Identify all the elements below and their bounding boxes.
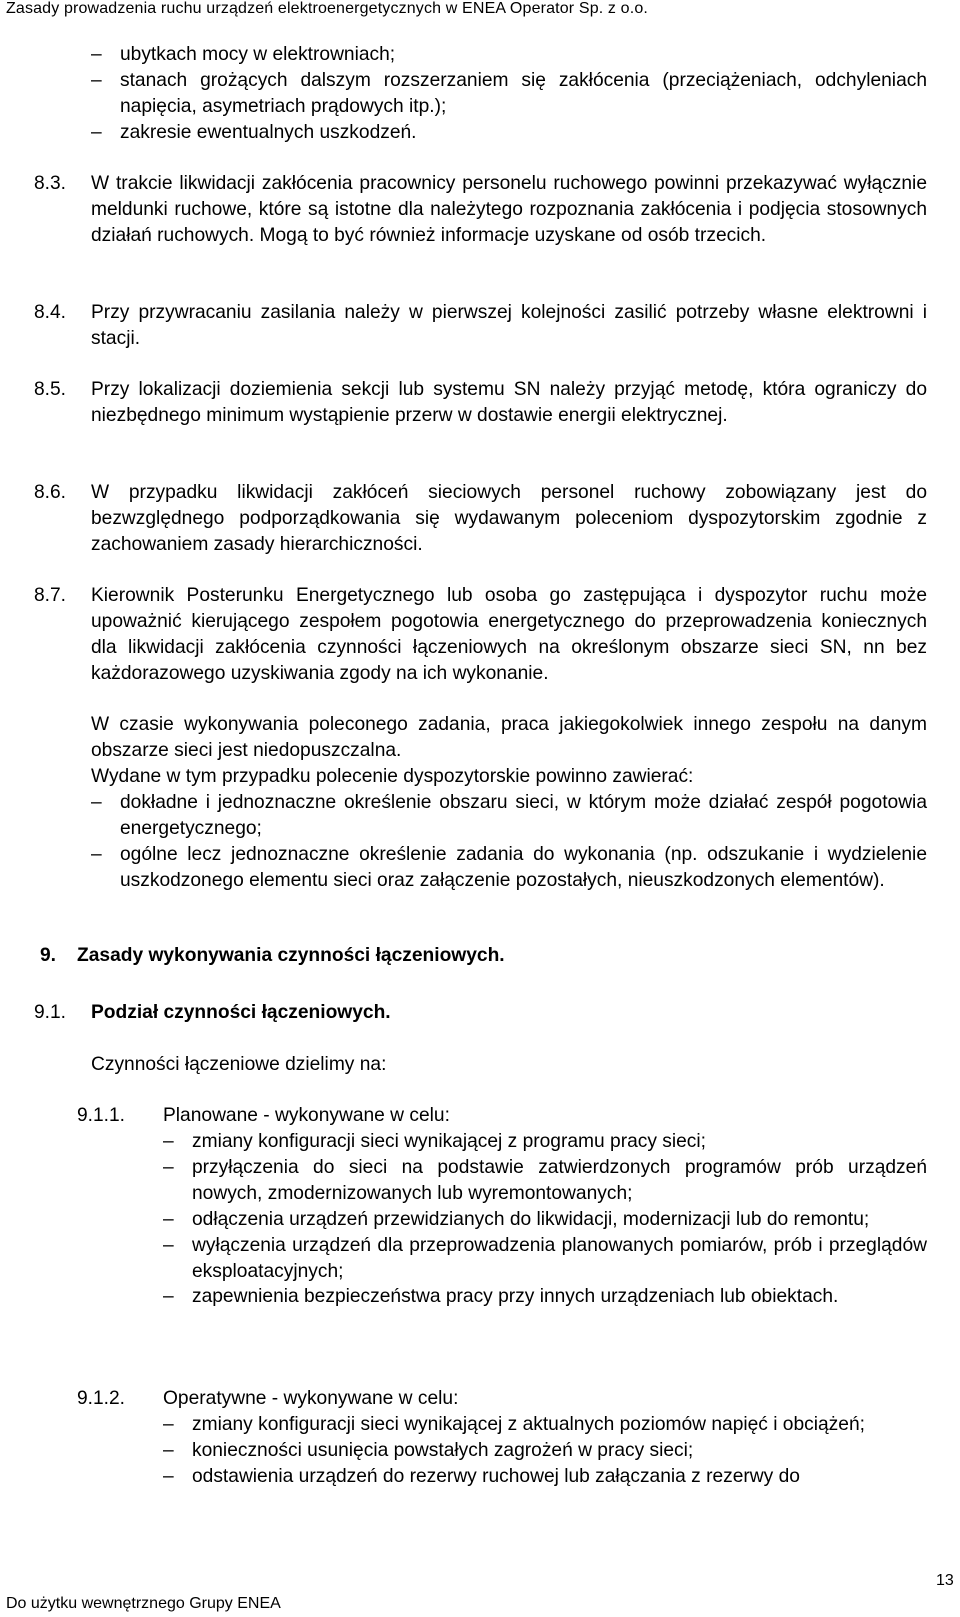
section-9-1-heading: Podział czynności łączeniowych.	[91, 1002, 391, 1023]
section-9-1-1-heading: Planowane - wykonywane w celu:	[163, 1105, 450, 1126]
list-item: – zakresie ewentualnych uszkodzeń.	[91, 121, 417, 143]
section-number-9: 9.	[40, 945, 57, 966]
section-number-8-4: 8.4.	[34, 302, 67, 323]
section-9-1-intro: Czynności łączeniowe dzielimy na:	[91, 1054, 387, 1075]
list-item: – przyłączenia do sieci na podstawie zatwierdzonych programów prób urządzeń nowych, zmodernizowanych lub wyremontowanych;	[163, 1156, 927, 1204]
section-9-1-2-heading: Operatywne - wykonywane w celu:	[163, 1388, 459, 1409]
section-number-8-3: 8.3.	[34, 173, 67, 194]
section-number-9-1-2: 9.1.2.	[77, 1388, 126, 1409]
section-8-7-paragraph-2: W czasie wykonywania poleconego zadania, praca jakiegokolwiek innego zespołu na danym obszarze sieci jest niedopuszczalna.	[91, 714, 927, 761]
list-item: – odstawienia urządzeń do rezerwy ruchowej lub załączania z rezerwy do	[163, 1465, 800, 1487]
page-number: 13	[936, 1572, 954, 1589]
list-item: – zmiany konfiguracji sieci wynikającej z programu pracy sieci;	[163, 1131, 706, 1152]
list-item: – stanach grożących dalszym rozszerzaniem się zakłócenia (przeciążeniach, odchyleniach napięcia, asymetriach prądowych itp.);	[91, 69, 927, 117]
list-item: – dokładne i jednoznaczne określenie obszaru sieci, w którym może działać zespół pogotowia energetycznego;	[91, 792, 927, 839]
section-8-7-paragraph-3: Wydane w tym przypadku polecenie dyspozytorskie powinno zawierać:	[91, 766, 694, 787]
section-number-9-1: 9.1.	[34, 1002, 67, 1023]
section-9-heading: Zasady wykonywania czynności łączeniowych.	[77, 945, 505, 966]
page-header: Zasady prowadzenia ruchu urządzeń elektroenergetycznych w ENEA Operator Sp. z o.o.	[6, 0, 648, 17]
section-8-4-text: Przy przywracaniu zasilania należy w pierwszej kolejności zasilić potrzeby własne elektrowni i stacji.	[91, 302, 927, 349]
list-item: – zmiany konfiguracji sieci wynikającej z aktualnych poziomów napięć i obciążeń;	[163, 1414, 865, 1435]
section-8-3-text: W trakcie likwidacji zakłócenia pracownicy personelu ruchowego powinni przekazywać wyłącznie meldunki ruchowe, które są istotne dla należytego rozpoznania zakłócenia i podjęcia stosownych działań ruchowych. Mogą to być również informacje uzyskane od osób trzecich.	[91, 173, 927, 246]
section-9-1-2-list	[163, 1412, 927, 1490]
list-item: – ogólne lecz jednoznaczne określenie zadania do wykonania (np. odszukanie i wydzielenie uszkodzonego elementu sieci oraz załączenie pozostałych, nieuszkodzonych elementów).	[91, 843, 927, 891]
section-8-6-text: W przypadku likwidacji zakłóceń sieciowych personel ruchowy zobowiązany jest do bezwzględnego podporządkowania się wydawanym poleceniom dyspozytorskim zgodnie z zachowaniem zasady hierarchiczności.	[91, 482, 927, 555]
list-item: – ubytkach mocy w elektrowniach;	[91, 44, 396, 65]
list-item: – konieczności usunięcia powstałych zagrożeń w pracy sieci;	[163, 1439, 694, 1461]
section-number-8-7: 8.7.	[34, 585, 67, 606]
section-8-5-text: Przy lokalizacji doziemienia sekcji lub systemu SN należy przyjąć metodę, która ograniczy do niezbędnego minimum wystąpienie przerw w dostawie energii elektrycznej.	[91, 379, 927, 426]
section-number-9-1-1: 9.1.1.	[77, 1105, 126, 1126]
list-item: – wyłączenia urządzeń dla przeprowadzenia planowanych pomiarów, prób i przeglądów eksploatacyjnych;	[163, 1234, 927, 1282]
section-9-1-1-list	[163, 1129, 927, 1310]
list-item: – odłączenia urządzeń przewidzianych do likwidacji, modernizacji lub do remontu;	[163, 1208, 870, 1230]
page-footer: Do użytku wewnętrznego Grupy ENEA	[6, 1595, 281, 1612]
section-8-7-paragraph-1: Kierownik Posterunku Energetycznego lub osoba go zastępująca i dyspozytor ruchu może upoważnić kierującego zespołem pogotowia energetycznego do przeprowadzenia koniecznych dla likwidacji zakłócenia czynności łączeniowych na określonym obszarze sieci SN, nn bez każdorazowego uzyskiwania zgody na ich wykonanie.	[91, 585, 927, 684]
section-number-8-6: 8.6.	[34, 482, 67, 503]
section-8-7-list	[91, 790, 927, 894]
list-item: – zapewnienia bezpieczeństwa pracy przy innych urządzeniach lub obiektach.	[163, 1286, 839, 1308]
top-list	[91, 42, 927, 146]
section-number-8-5: 8.5.	[34, 379, 67, 400]
